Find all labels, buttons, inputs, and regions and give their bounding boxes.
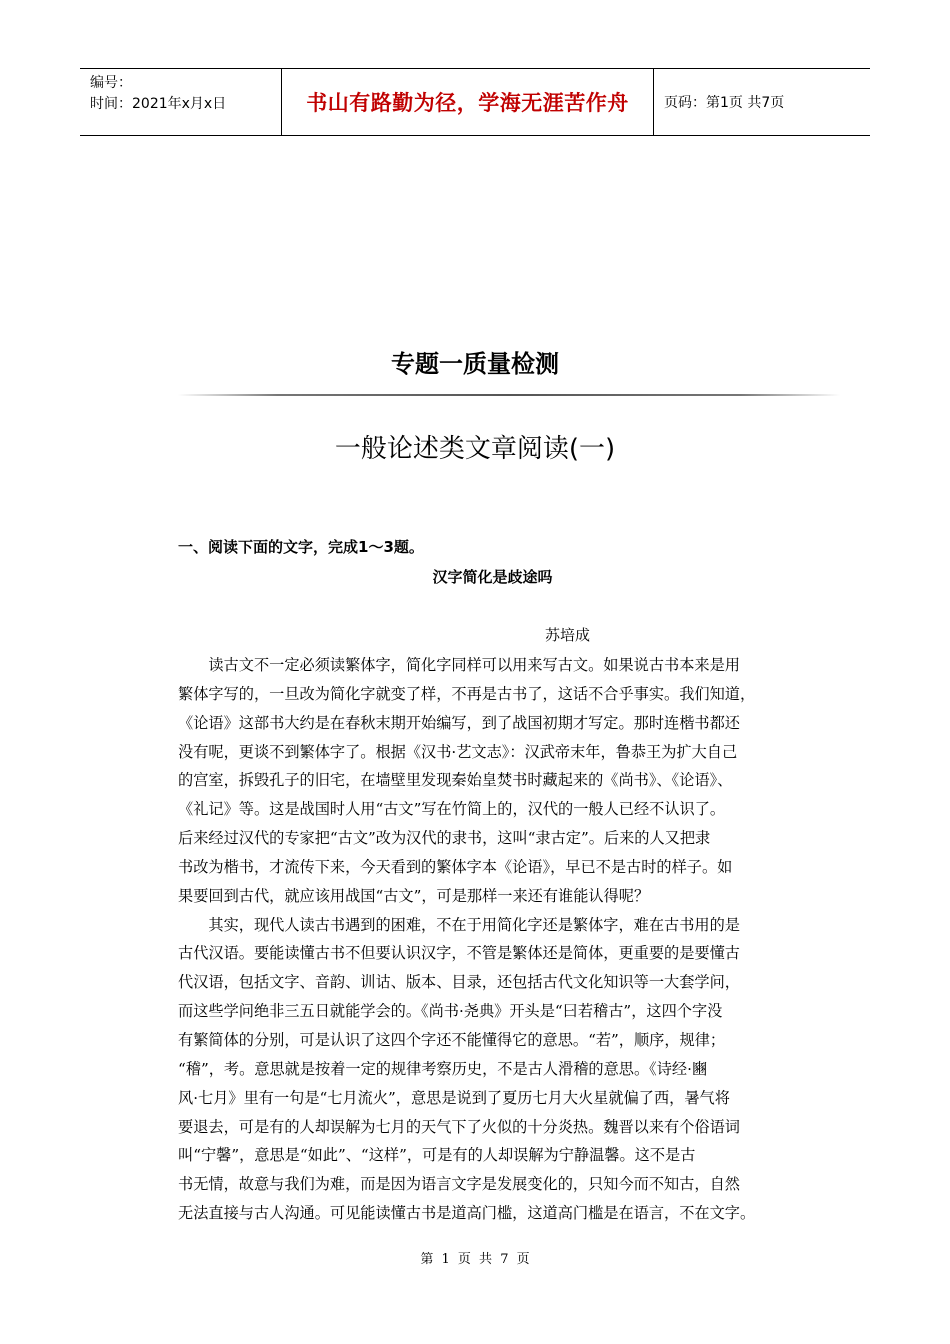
article-line: 风·七月》里有一句是“七月流火”，意思是说到了夏历七月大火星就偏了西，暑气将	[178, 1088, 730, 1107]
article-title: 汉字简化是歧途吗	[432, 568, 553, 586]
article-line: 《礼记》等。这是战国时人用“古文”写在竹简上的，汉代的一般人已经不认识了。	[178, 800, 726, 819]
question-instruction: 一、阅读下面的文字，完成1～3题。	[178, 538, 424, 556]
header-meta	[80, 69, 282, 135]
article-line: 其实，现代人读古书遇到的困难，不在于用简化字还是繁体字，难在古书用的是	[178, 915, 740, 934]
article-line: 书无情，故意与我们为难，而是因为语言文字是发展变化的，只知今而不知古，自然	[178, 1175, 740, 1194]
article-line: 有繁简体的分别，可是认识了这四个字还不能懂得它的意思。“若”，顺序，规律；	[178, 1030, 726, 1049]
article-line: 代汉语，包括文字、音韵、训诂、版本、目录，还包括古代文化知识等一大套学问，	[178, 973, 740, 992]
article-line: 叫“宁馨”，意思是“如此”、“这样”，可是有的人却误解为宁静温馨。这不是古	[178, 1146, 696, 1165]
article-line: 书改为楷书，才流传下来，今天看到的繁体字本《论语》，早已不是古时的样子。如	[178, 857, 733, 876]
document-title: 专题一质量检测	[391, 350, 559, 378]
article-body	[178, 651, 818, 1228]
title-divider	[178, 394, 840, 396]
article-line: “稽”，考。意思就是按着一定的规律考察历史，不是古人滑稽的意思。《诗经·豳	[178, 1059, 708, 1078]
article-line: 《论语》这部书大约是在春秋末期开始编写，到了战国初期才写定。那时连楷书都还	[178, 713, 740, 732]
article-line: 要退去，可是有的人却误解为七月的天气下了火似的十分炎热。魏晋以来有个俗语词	[178, 1117, 740, 1136]
article-line: 的宫室，拆毁孔子的旧宅，在墙壁里发现秦始皇焚书时藏起来的《尚书》、《论语》、	[178, 771, 733, 790]
article-line: 而这些学问绝非三五日就能学会的。《尚书·尧典》开头是“曰若稽古”，这四个字没	[178, 1002, 723, 1021]
article-line: 古代汉语。要能读懂古书不但要认识汉字，不管是繁体还是简体，更重要的是要懂古	[178, 944, 740, 963]
article-line: 无法直接与古人沟通。可见能读懂古书是道高门槛，这道高门槛是在语言，不在文字。	[178, 1204, 756, 1223]
page-footer: 第 1 页 共 7 页	[420, 1252, 530, 1267]
number-label: 编号：	[90, 75, 132, 91]
header-page-code: 页码：第1页 共7页	[664, 95, 785, 111]
article-line: 没有呢，更谈不到繁体字了。根据《汉书·艺文志》：汉武帝末年，鲁恭王为扩大自己	[178, 742, 738, 761]
article-line: 繁体字写的，一旦改为简化字就变了样，不再是古书了，这话不合乎事实。我们知道，	[178, 684, 756, 703]
article-line: 后来经过汉代的专家把“古文”改为汉代的隶书，这叫“隶古定”。后来的人又把隶	[178, 829, 711, 848]
header-motto: 书山有路勤为径，学海无涯苦作舟	[282, 69, 654, 135]
article-line: 读古文不一定必须读繁体字，简化字同样可以用来写古文。如果说古书本来是用	[178, 656, 740, 674]
article-author: 苏培成	[545, 626, 591, 644]
time-label: 时间：2021年x月x日	[90, 96, 227, 112]
document-subtitle: 一般论述类文章阅读(一)	[334, 434, 616, 464]
article-line: 果要回到古代，就应该用战国“古文”，可是那样一来还有谁能认得呢？	[178, 886, 650, 905]
page-header	[80, 68, 870, 136]
